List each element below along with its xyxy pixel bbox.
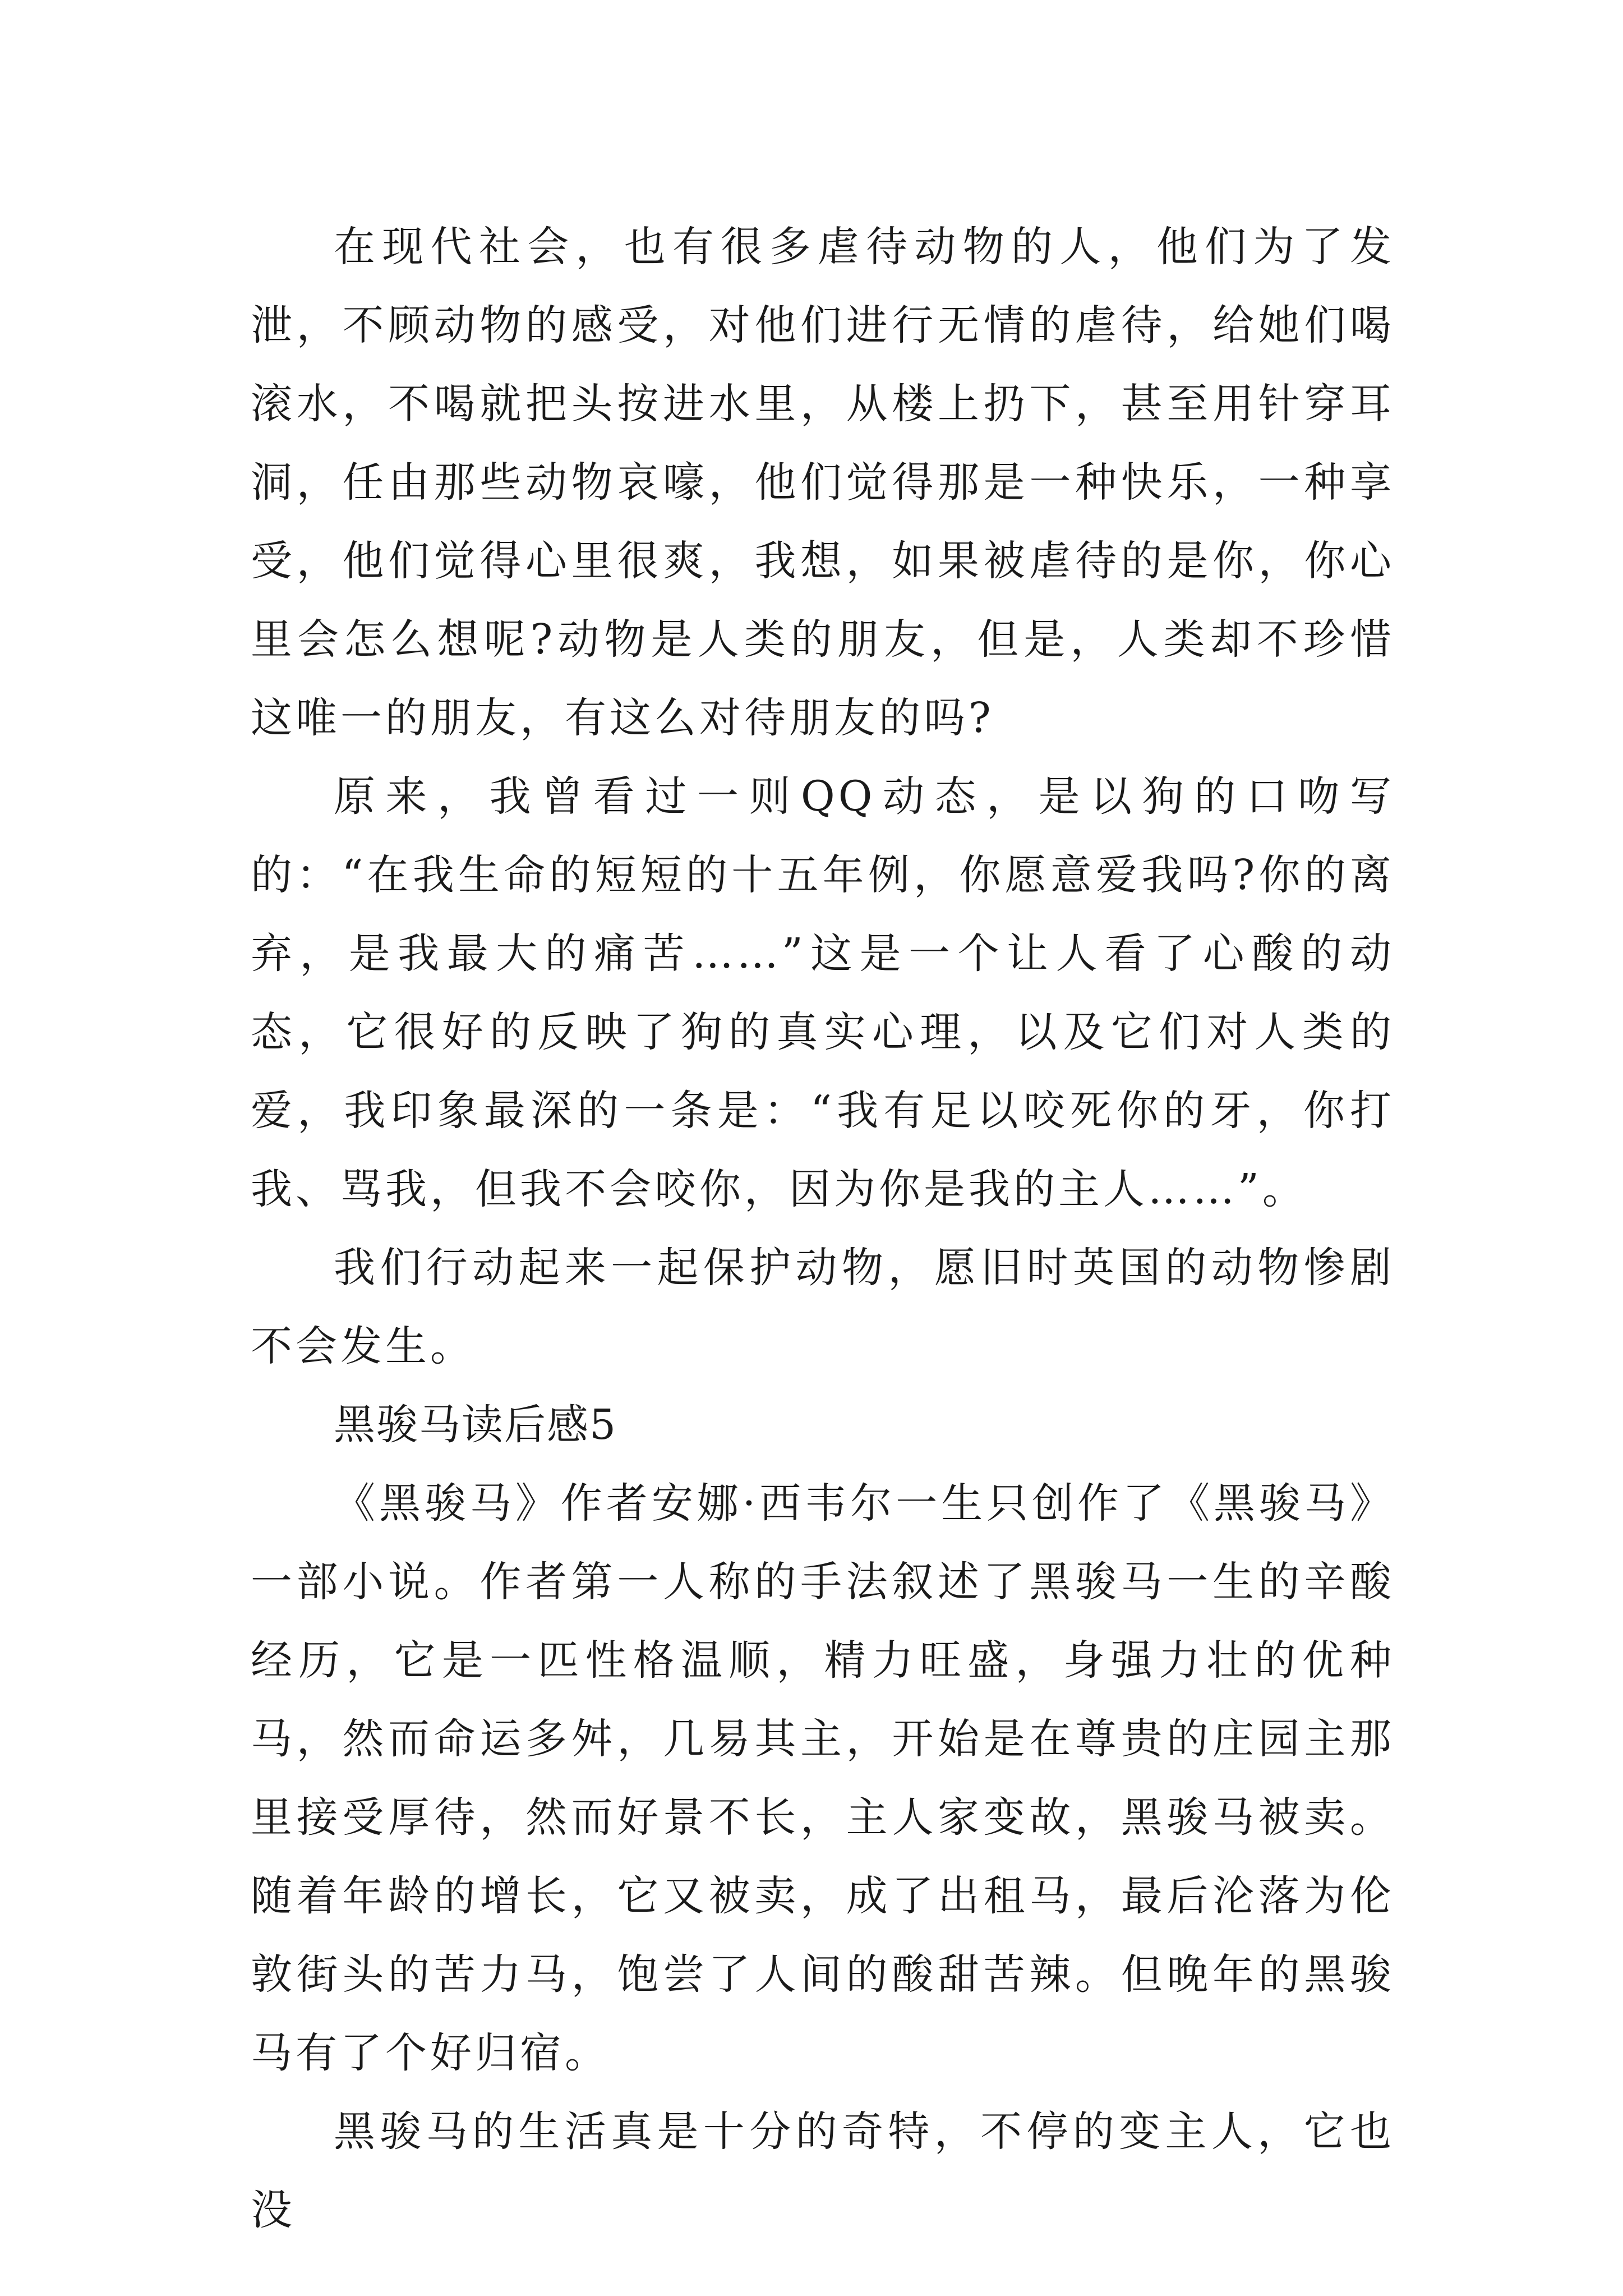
paragraph-qq-post: 原来，我曾看过一则QQ动态，是以狗的口吻写的：“在我生命的短短的十五年例，你愿意爱我吗?你的离弃，是我最大的痛苦……”这是一个让人看了心酸的动态，它很好的反映了狗的真实心理，以及它们对人类的爱，我印象最深的一条是：“我有足以咬死你的牙，你打我、骂我，但我不会咬你，因为你是我的主人……”。 <box>251 772 1395 1213</box>
paragraph-animal-abuse: 在现代社会，也有很多虐待动物的人，他们为了发泄，不顾动物的感受，对他们进行无情的虐待，给她们喝滚水，不喝就把头按进水里，从楼上扔下，甚至用针穿耳洞，任由那些动物哀嚎，他们觉得那是一种快乐，一种享受，他们觉得心里很爽，我想，如果被虐待的是你，你心里会怎么想呢?动物是人类的朋友，但是，人类却不珍惜这唯一的朋友，有这么对待朋友的吗? <box>251 223 1395 742</box>
section-heading: 黑骏马读后感5 <box>334 1401 617 1449</box>
paragraph-black-beauty-life: 黑骏马的生活真是十分的奇特，不停的变主人，它也没 <box>251 2108 1395 2234</box>
document-body <box>251 208 1395 2249</box>
paragraph-black-beauty-summary: 《黑骏马》作者安娜·西韦尔一生只创作了《黑骏马》一部小说。作者第一人称的手法叙述了黑骏马一生的辛酸经历，它是一匹性格温顺，精力旺盛，身强力壮的优种马，然而命运多舛，几易其主，开始是在尊贵的庄园主那里接受厚待，然而好景不长，主人家变故，黑骏马被卖。随着年龄的增长，它又被卖，成了出租马，最后沦落为伦敦街头的苦力马，饱尝了人间的酸甜苦辣。但晚年的黑骏马有了个好归宿。 <box>251 1479 1395 2077</box>
paragraph-call-to-action: 我们行动起来一起保护动物，愿旧时英国的动物惨剧不会发生。 <box>251 1244 1395 1370</box>
